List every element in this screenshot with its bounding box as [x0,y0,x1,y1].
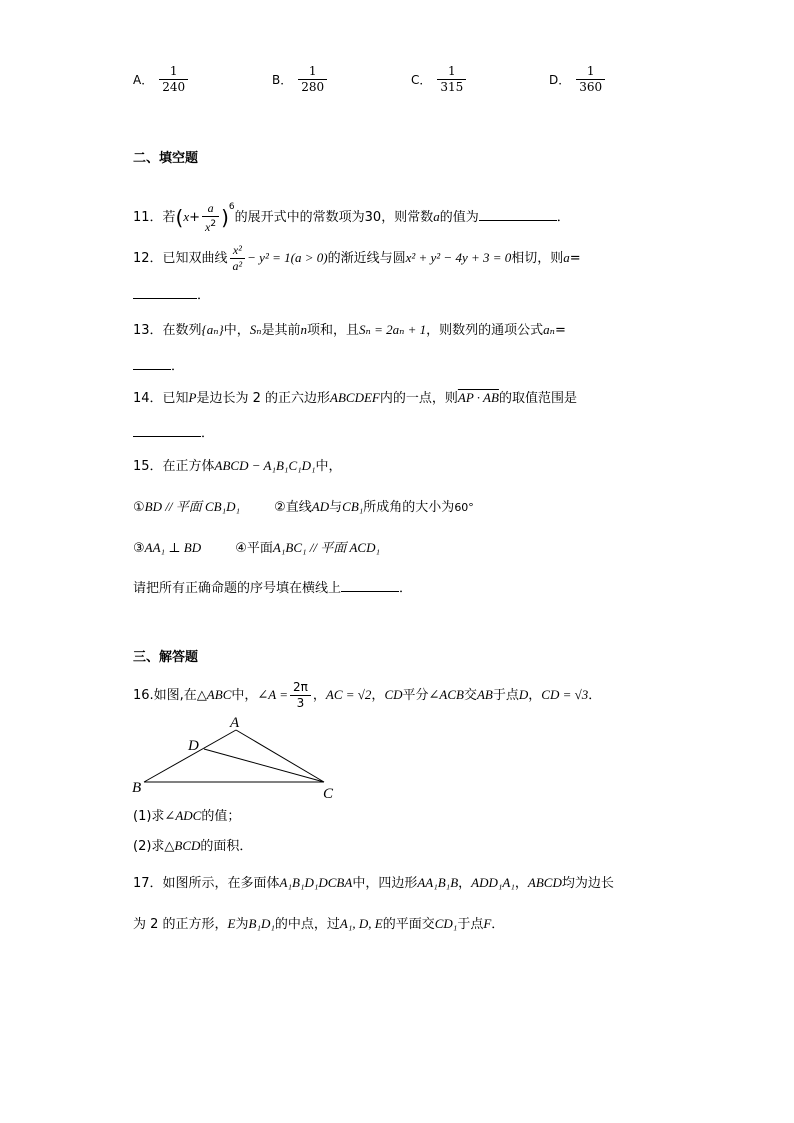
q16-fraction: $\frac{2\pi}{3}$ [290,680,311,711]
choice-b-fraction: $\frac{1}{280}$ [298,64,327,95]
choice-a: A． $\frac{1}{240}$ [133,64,190,95]
question-15-options-a: ①BD // 平面 CB₁D₁ ②直线AD与CB₁所成角的大小为60° [133,499,474,515]
choice-b: B． $\frac{1}{280}$ [272,64,329,95]
question-13: 13．在数列{aₙ}中，Sₙ是其前n项和，且Sₙ = 2aₙ + 1，则数列的通项公式aₙ= [133,322,566,338]
label-b: B [132,780,142,796]
q11-fraction: $\frac{a}{x^2}$ [202,201,219,235]
choice-a-fraction: $\frac{1}{240}$ [159,64,188,95]
question-17-line-2: 为 2 的正方形，E为B₁D₁的中点，过A₁, D, E的平面交CD₁于点F． [133,916,505,932]
section-fill-in-title: 二、填空题 [133,151,199,166]
question-13-answer-line: ． [133,355,184,377]
question-15-ask: 请把所有正确命题的序号填在横线上 ． [133,577,412,599]
question-15-options-b: ③AA₁ ⊥ BD ④平面A₁BC₁ // 平面 ACD₁ [133,540,381,556]
label-a: A [230,715,240,731]
choice-c-fraction: $\frac{1}{315}$ [437,64,466,95]
question-14-answer-line: ． [133,422,214,444]
choice-c: C． $\frac{1}{315}$ [411,64,468,95]
question-16: 16.如图,在△ABC中，∠A = $\frac{2\pi}{3}$ ，AC = √2，CD平分∠ACB交AB于点D，CD = √3． [133,680,602,710]
choice-d-fraction: $\frac{1}{360}$ [576,64,605,95]
label-d: D [188,738,199,754]
choice-d: D． $\frac{1}{360}$ [549,64,607,95]
edge-ac [236,730,324,782]
question-14: 14．已知P是边长为 2 的正六边形ABCDEF内的一点，则AP · AB的取值范围是 [133,390,577,406]
section-solve-title: 三、解答题 [133,650,199,665]
q11-answer-blank[interactable] [479,206,557,221]
q13-answer-blank[interactable] [133,355,171,370]
question-12: 12．已知双曲线 $\frac{\text{x²}}{\text{a²}}$ − y² = 1(a > 0)的渐近线与圆x² + y² − 4y + 3 = 0相切，则a= [133,243,581,273]
label-c: C [323,786,334,802]
triangle-figure [130,712,350,804]
q14-answer-blank[interactable] [133,422,201,437]
question-15: 15．在正方体ABCD − A₁B₁C₁D₁中， [133,458,342,474]
q12-answer-blank[interactable] [133,284,197,299]
q12-fraction: $\frac{\text{x²}}{\text{a²}}$ [230,243,246,274]
question-17: 17．如图所示，在多面体A₁B₁D₁DCBA中，四边形AA₁B₁B，ADD₁A₁，ABCD均为边长 [133,875,614,891]
question-16-part-1: (1)求∠ADC的值； [133,808,241,824]
question-11: 11．若(x+ $\frac{a}{x^2}$ )$^6$的展开式中的常数项为30，则常数a的值为 ． [133,200,570,234]
question-12-answer-line: ． [133,284,210,306]
edge-dc [204,749,324,782]
question-16-part-2: (2)求△BCD的面积． [133,838,253,854]
q15-answer-blank[interactable] [341,577,399,592]
